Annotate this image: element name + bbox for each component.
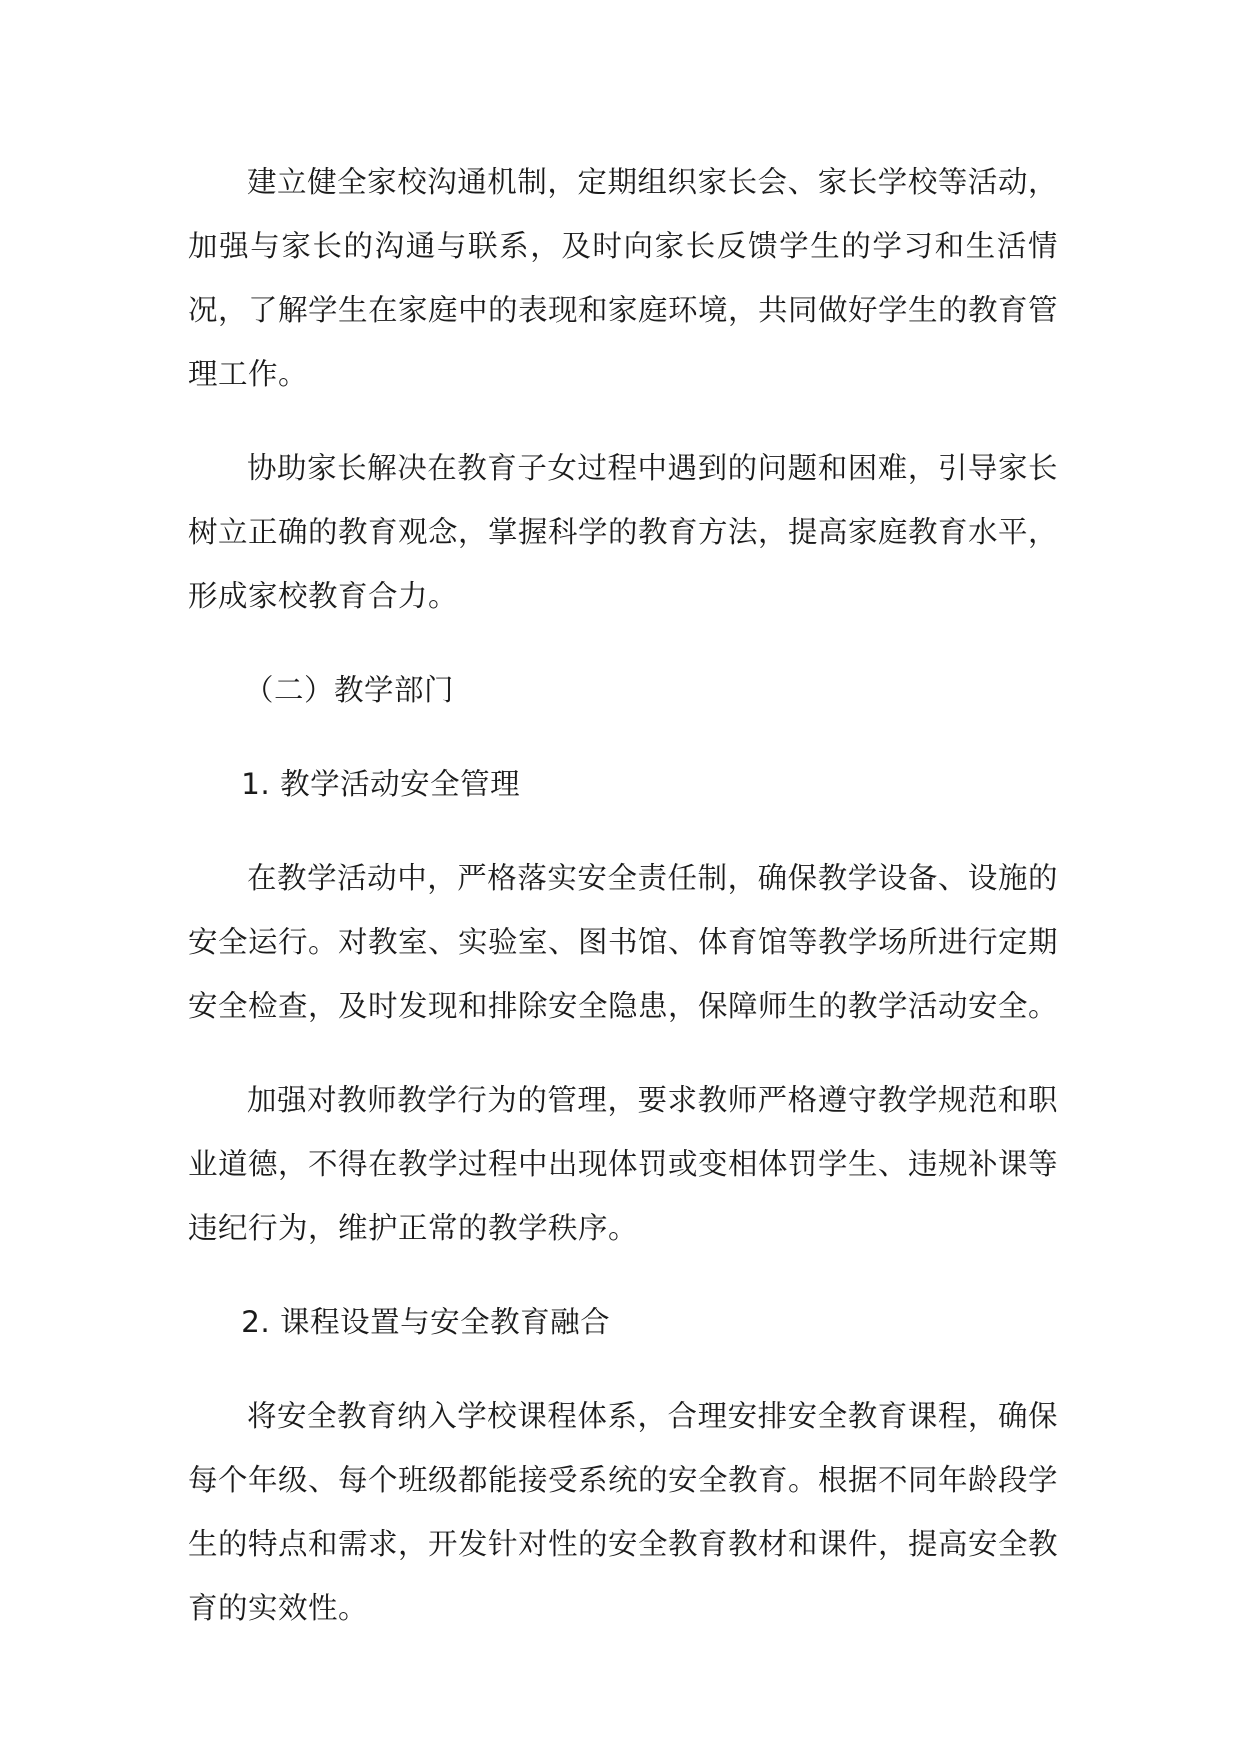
paragraph-teaching-activity-safety: 在教学活动中，严格落实安全责任制，确保教学设备、设施的安全运行。对教室、实验室、图书馆、体育馆等教学场所进行定期安全检查，及时发现和排除安全隐患，保障师生的教学活动安全。 xyxy=(188,861,1059,1023)
section-heading-teaching-department: （二）教学部门 xyxy=(244,673,455,707)
paragraph-safety-curriculum: 将安全教育纳入学校课程体系，合理安排安全教育课程，确保每个年级、每个班级都能接受系统的安全教育。根据不同年龄段学生的特点和需求，开发针对性的安全教育教材和课件，提高安全教育的实效性。 xyxy=(188,1399,1059,1625)
paragraph-assist-parents: 协助家长解决在教育子女过程中遇到的问题和困难，引导家长树立正确的教育观念，掌握科学的教育方法，提高家庭教育水平，形成家校教育合力。 xyxy=(188,451,1059,613)
paragraph-teacher-conduct: 加强对教师教学行为的管理，要求教师严格遵守教学规范和职业道德，不得在教学过程中出现体罚或变相体罚学生、违规补课等违纪行为，维护正常的教学秩序。 xyxy=(188,1083,1059,1245)
document-body xyxy=(188,150,1058,1670)
subsection-heading-curriculum-safety: 2. 课程设置与安全教育融合 xyxy=(241,1305,611,1339)
paragraph-home-school-communication: 建立健全家校沟通机制，定期组织家长会、家长学校等活动，加强与家长的沟通与联系，及时向家长反馈学生的学习和生活情况，了解学生在家庭中的表现和家庭环境，共同做好学生的教育管理工作。 xyxy=(188,165,1059,391)
subsection-heading-teaching-safety: 1. 教学活动安全管理 xyxy=(241,767,521,801)
